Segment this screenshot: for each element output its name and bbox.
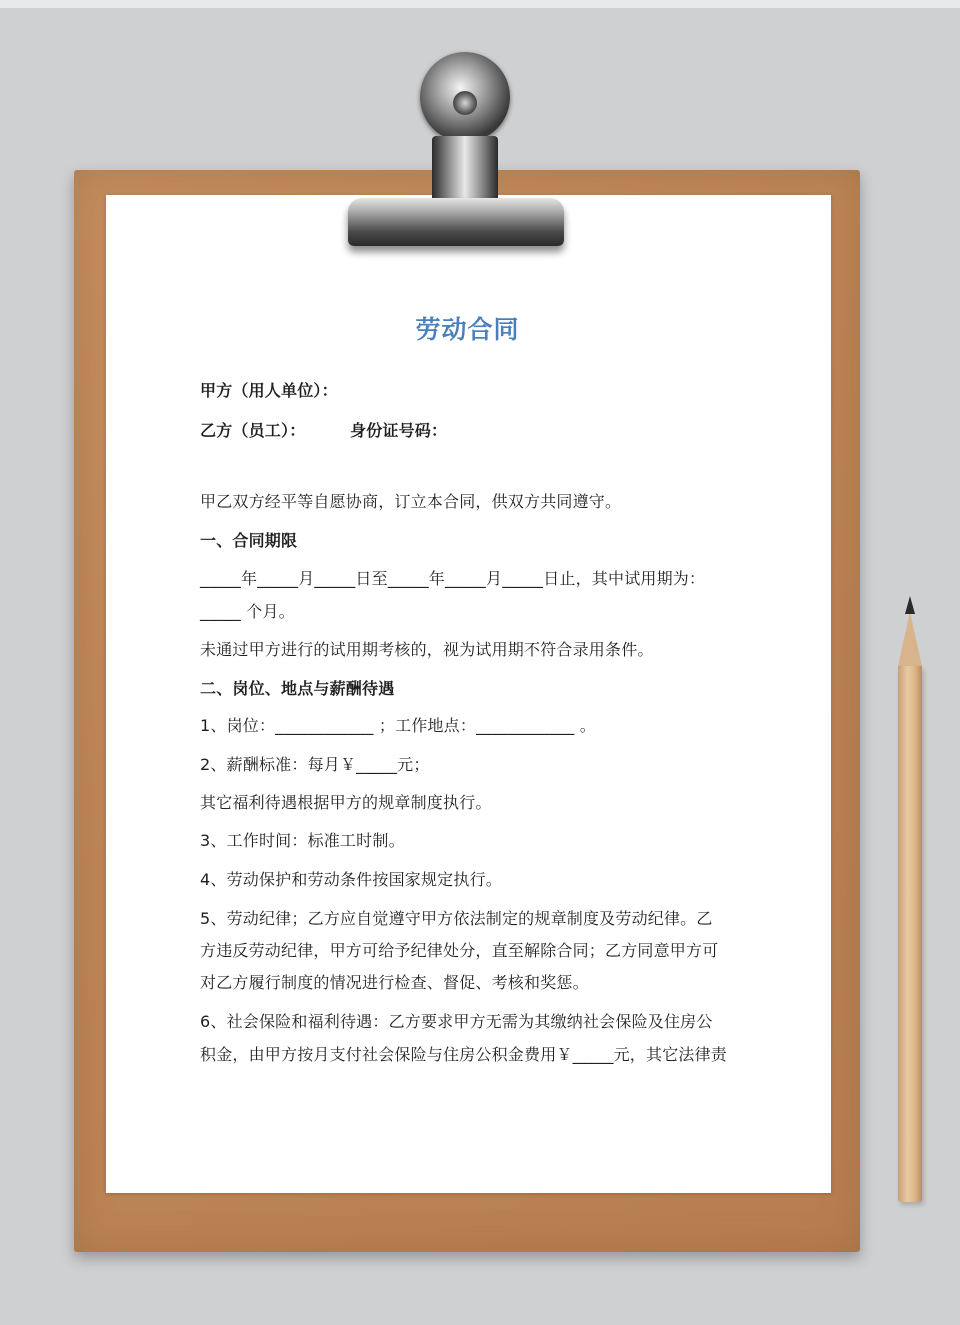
clip-hole [453,91,477,115]
term-line-3: 未通过甲方进行的试用期考核的，视为试用期不符合录用条件。 [200,640,654,659]
item-1-position: 1、岗位：____________ ；工作地点：____________ 。 [200,716,596,735]
top-strip [0,0,960,8]
item-5-line-2: 方违反劳动纪律，甲方可给予纪律处分，直至解除合同；乙方同意甲方可 [200,941,719,960]
item-5-line-3: 对乙方履行制度的情况进行检查、督促、考核和奖惩。 [200,973,589,992]
clip-base [348,198,564,246]
party-b-row [200,418,600,440]
item-2-salary: 2、薪酬标准：每月￥_____元； [200,755,430,774]
section2-heading: 二、岗位、地点与薪酬待遇 [200,679,395,698]
document-title: 劳动合同 [415,315,520,344]
section1-heading: 一、合同期限 [200,531,298,550]
intro-paragraph: 甲乙双方经平等自愿协商，订立本合同，供双方共同遵守。 [200,492,622,511]
item-3-hours: 3、工作时间：标准工时制。 [200,831,405,850]
item-2-note: 其它福利待遇根据甲方的规章制度执行。 [200,793,492,812]
pencil-icon [896,596,924,1206]
item-6-line-1: 6、社会保险和福利待遇：乙方要求甲方无需为其缴纳社会保险及住房公 [200,1012,713,1031]
id-number-label: 身份证号码： [350,421,448,440]
term-line-1: _____年_____月_____日至_____年_____月_____日止，其中试用期为： [200,569,706,588]
pencil-tip [898,612,922,666]
term-line-2: _____ 个月。 [200,602,295,621]
pencil-lead [905,596,915,614]
pencil-body [898,666,922,1202]
party-b-label: 乙方（员工）： [200,421,306,440]
item-5-line-1: 5、劳动纪律；乙方应自觉遵守甲方依法制定的规章制度及劳动纪律。乙 [200,909,713,928]
binder-clip-icon [340,48,572,253]
item-4-protection: 4、劳动保护和劳动条件按国家规定执行。 [200,870,502,889]
item-6-line-2: 积金，由甲方按月支付社会保险与住房公积金费用￥_____元，其它法律责 [200,1045,728,1064]
party-a-label: 甲方（用人单位）： [200,381,338,400]
